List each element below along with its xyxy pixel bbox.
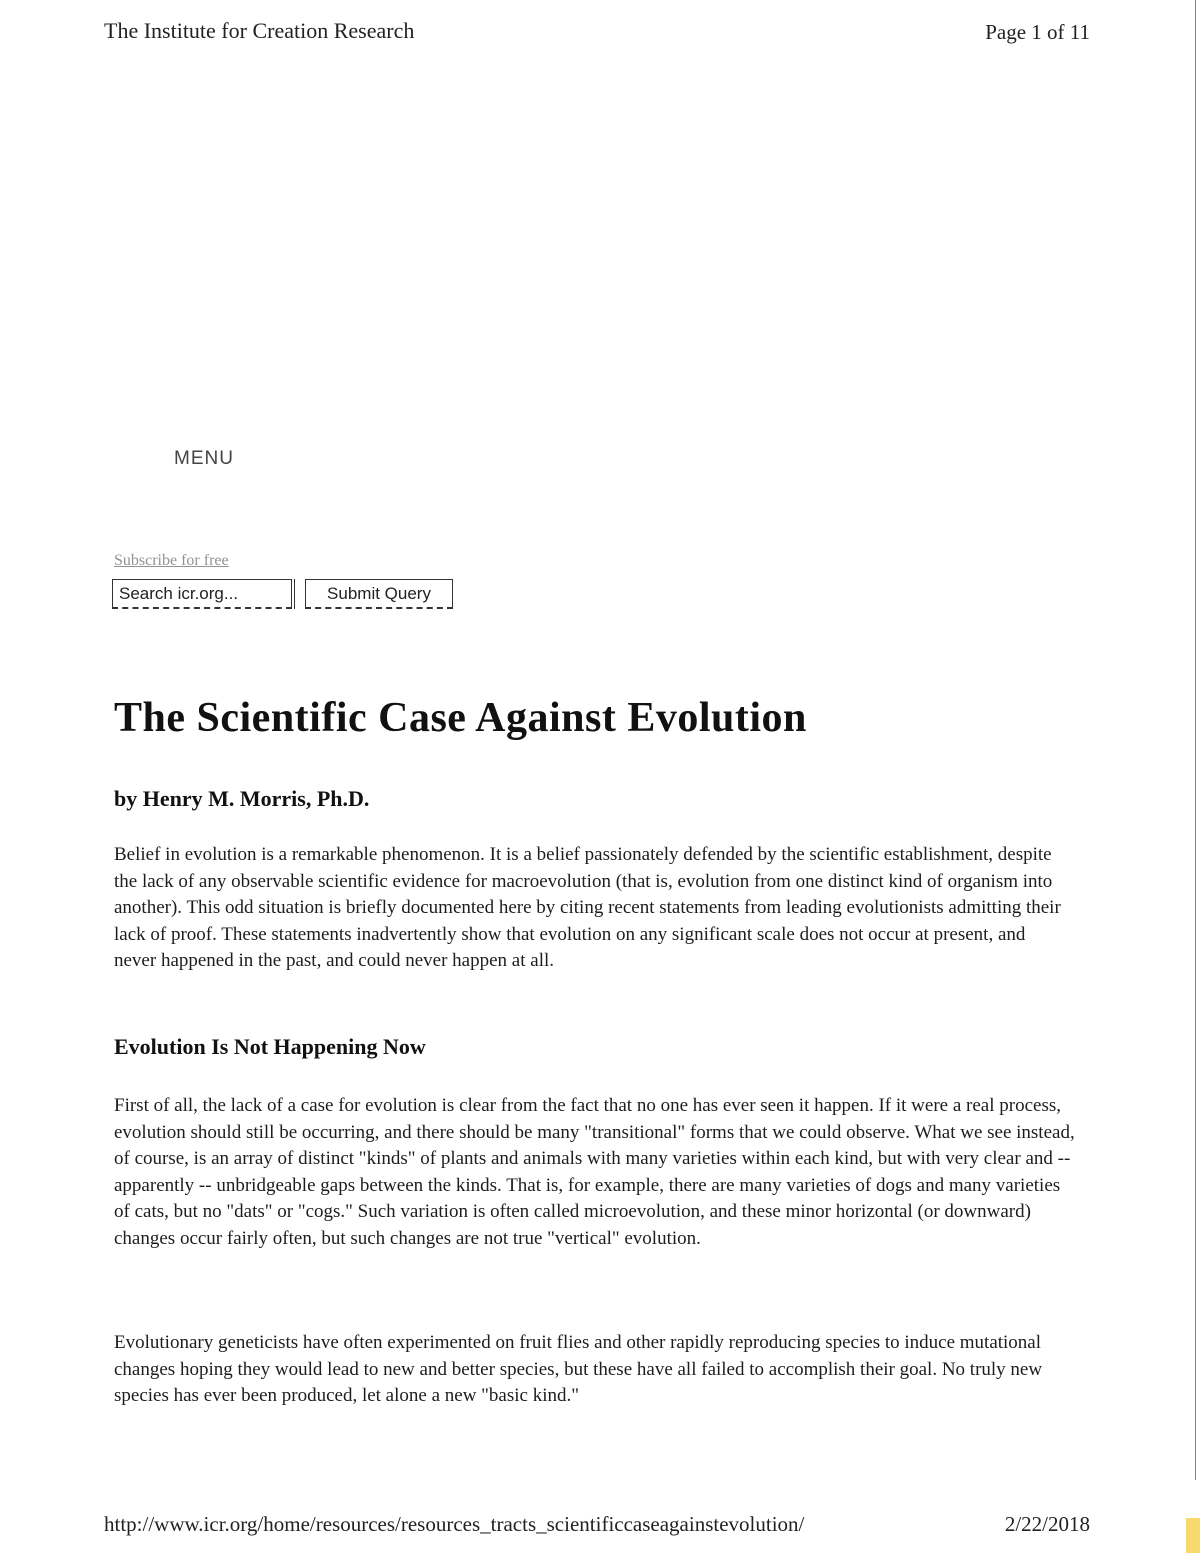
print-footer-date: 2/22/2018 (1004, 1512, 1090, 1536)
print-header-site-title: The Institute for Creation Research (104, 18, 415, 43)
subscribe-link[interactable]: Subscribe for free (114, 552, 229, 569)
scan-edge-line (1195, 0, 1200, 1480)
intro-paragraph: Belief in evolution is a remarkable phenomenon. It is a belief passionately defended by the scientific establishment, despite the lack of any observable scientific evidence for macroevolution (that is, evolution from one distinct kind of organism into another). This odd situation is briefly documented here by citing recent statements from leading evolutionists admitting their lack of proof. These statements inadvertently show that evolution on any significant scale does not occur at present, and never happened in the past, and could never happen at all. (114, 844, 1061, 971)
search-form (112, 576, 458, 612)
print-footer-url: http://www.icr.org/home/resources/resources_tracts_scientificcaseagainstevolution/ (104, 1512, 805, 1536)
menu-button[interactable]: MENU (174, 448, 234, 469)
search-input[interactable] (112, 579, 292, 609)
body-paragraph: Evolutionary geneticists have often experimented on fruit flies and other rapidly reproducing species to induce mutational changes hoping they would lead to new and better species, but these have all failed to accomplish their goal. No truly new species has ever been produced, let alone a new "basic kind." (114, 1332, 1043, 1406)
section-heading: Evolution Is Not Happening Now (114, 1034, 426, 1059)
search-divider (294, 579, 299, 609)
print-header-page-indicator: Page 1 of 11 (985, 20, 1090, 44)
article-byline: by Henry M. Morris, Ph.D. (114, 786, 370, 811)
submit-query-button[interactable]: Submit Query (305, 579, 453, 609)
article-title: The Scientific Case Against Evolution (114, 695, 807, 741)
sticky-note-flag (1186, 1518, 1200, 1553)
body-paragraph: First of all, the lack of a case for evolution is clear from the fact that no one has ever seen it happen. If it were a real process, evolution should still be occurring, and there should be many "transitional" forms that we could observe. What we see instead, of course, is an array of distinct "kinds" of plants and animals with many varieties within each kind, but with very clear and -- apparently -- unbridgeable gaps between the kinds. That is, for example, there are many varieties of dogs and many varieties of cats, but no "dats" or "cogs." Such variation is often called microevolution, and these minor horizontal (or downward) changes occur fairly often, but such changes are not true "vertical" evolution. (114, 1095, 1075, 1249)
